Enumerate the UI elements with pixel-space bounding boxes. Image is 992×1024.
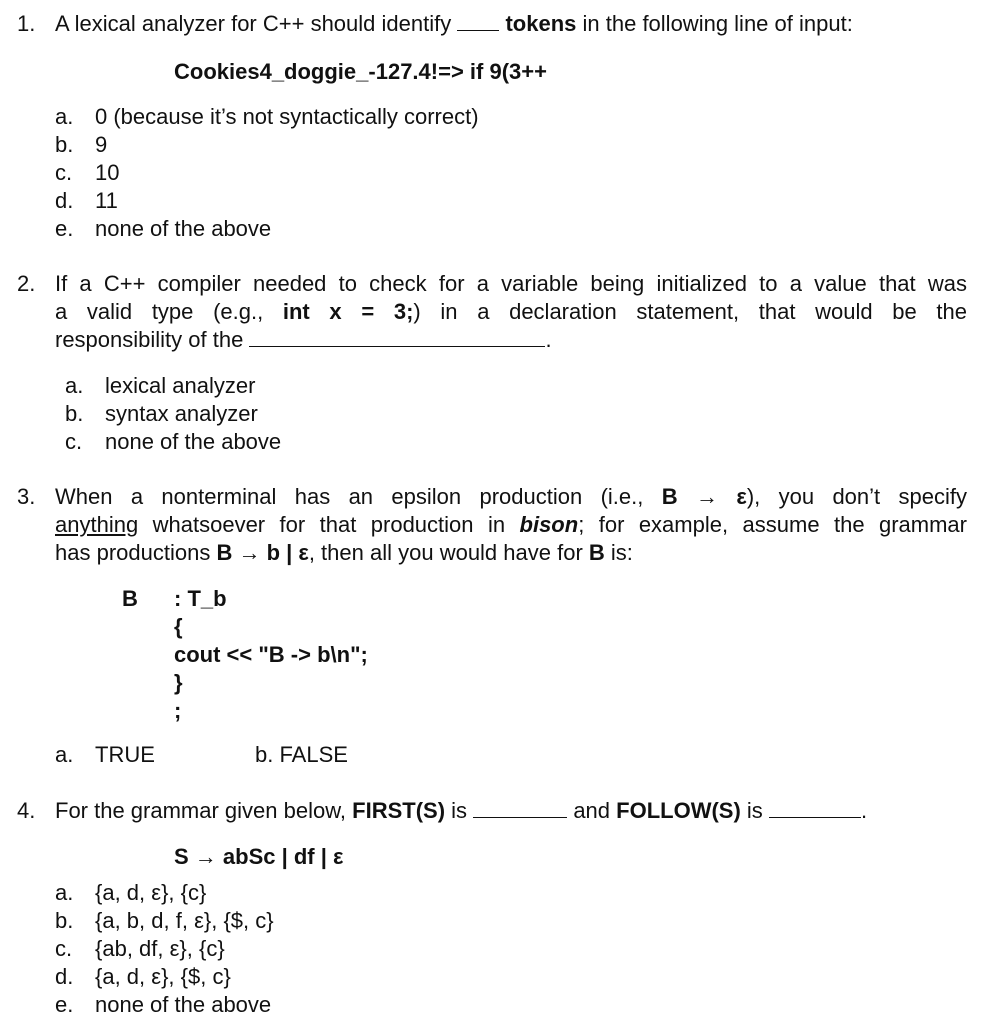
option-text: none of the above <box>95 216 272 241</box>
option-letter: a. <box>55 880 74 905</box>
question-number: 3. <box>17 484 36 509</box>
q3-line-3: has productions B → b | ε, then all you would have for B is: <box>55 540 633 565</box>
answer-blank <box>473 799 567 818</box>
q3-line-2: anything whatsoever for that production in bison; for example, assume the grammar <box>55 512 967 537</box>
option-text: syntax analyzer <box>105 401 258 426</box>
q3-line-1: When a nonterminal has an epsilon production (i.e., B → ε), you don’t specify <box>55 484 967 509</box>
answer-blank <box>457 12 499 31</box>
question-number: 2. <box>17 271 36 296</box>
question-number: 1. <box>17 11 36 36</box>
option-text: {a, b, d, f, ε}, {$, c} <box>95 908 274 933</box>
code-line: ; <box>174 698 182 723</box>
option-letter: b. <box>55 132 74 157</box>
option-true <box>55 741 155 769</box>
option-letter: a. <box>55 742 74 767</box>
option-letter: a. <box>65 373 84 398</box>
option-text: 10 <box>95 160 120 185</box>
option <box>55 187 118 215</box>
option-text: lexical analyzer <box>105 373 256 398</box>
option-letter: c. <box>55 936 73 961</box>
code-line: : T_b <box>174 586 227 611</box>
q2-line-1: If a C++ compiler needed to check for a variable being initialized to a value that was <box>55 271 967 296</box>
option <box>55 879 207 907</box>
q2-line-3: responsibility of the . <box>55 327 552 352</box>
follow-set-label: FOLLOW(S) <box>616 798 741 823</box>
answer-blank <box>769 799 861 818</box>
q2-line-2: a valid type (e.g., int x = 3;) in a declaration statement, that would be the <box>55 299 967 324</box>
q1-stem-text: A lexical analyzer for C++ should identify <box>55 11 452 36</box>
option-text: none of the above <box>95 992 272 1017</box>
option-letter: a. <box>55 104 74 129</box>
code-line: { <box>174 614 183 639</box>
option <box>55 131 108 159</box>
q1-input-line: Cookies4_doggie_-127.4!=> if 9(3++ <box>174 59 547 84</box>
option <box>55 935 225 963</box>
option-text: none of the above <box>105 429 282 454</box>
option-letter: b. <box>65 401 84 426</box>
option-text: {a, d, ε}, {$, c} <box>95 964 231 989</box>
option-letter: e. <box>55 992 74 1017</box>
option <box>55 159 120 187</box>
option <box>55 991 272 1019</box>
option-letter: d. <box>55 188 74 213</box>
option-text: {a, d, ε}, {c} <box>95 880 207 905</box>
option <box>55 907 274 935</box>
option-letter: d. <box>55 964 74 989</box>
option <box>55 963 231 991</box>
answer-blank <box>249 328 545 347</box>
code-nonterminal: B <box>122 586 138 611</box>
option <box>55 215 272 243</box>
option-letter: c. <box>65 429 83 454</box>
q2-code-example: int x = 3; <box>282 299 414 324</box>
option <box>65 372 256 400</box>
code-line: } <box>174 670 183 695</box>
q1-tokens-word: tokens <box>505 11 577 36</box>
option <box>65 428 282 456</box>
option-text: {ab, df, ε}, {c} <box>95 936 225 961</box>
option-letter: e. <box>55 216 74 241</box>
option-text: 11 <box>95 188 118 213</box>
option <box>55 103 479 131</box>
option-letter: b. <box>55 908 74 933</box>
option-text: TRUE <box>95 742 155 767</box>
option-text: 9 <box>95 132 108 157</box>
question-number: 4. <box>17 798 36 823</box>
code-line: cout << "B -> b\n"; <box>174 642 368 667</box>
option <box>65 400 258 428</box>
option-letter: c. <box>55 160 73 185</box>
option-false: b. FALSE <box>255 742 348 767</box>
q1-stem-tail: in the following line of input: <box>582 11 853 36</box>
q4-grammar: S → abSc | df | ε <box>174 844 344 869</box>
first-set-label: FIRST(S) <box>352 798 446 823</box>
option-text: 0 (because it’s not syntactically correct) <box>95 104 479 129</box>
